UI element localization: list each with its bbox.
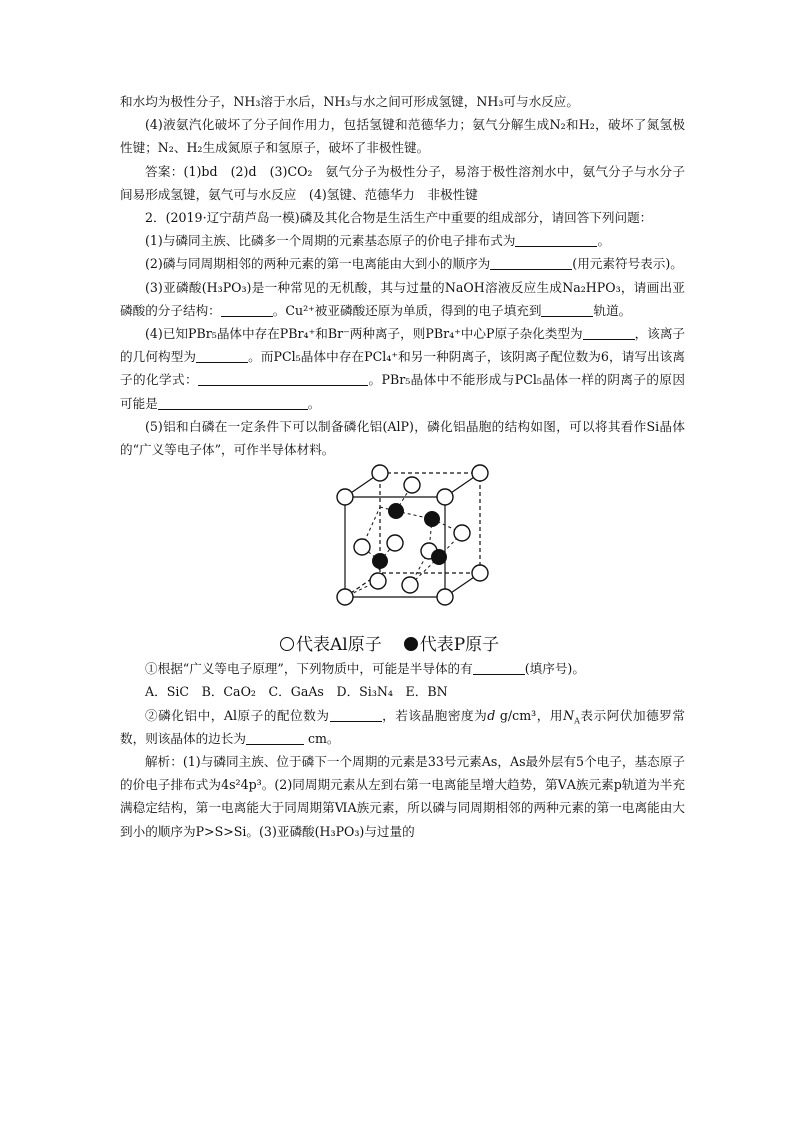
p-atom	[388, 503, 404, 519]
document-page	[120, 90, 685, 843]
al-atom	[354, 539, 370, 555]
answer-blank[interactable]	[198, 371, 368, 386]
p-atom	[372, 553, 388, 569]
al-atom	[337, 589, 353, 605]
question-2-part-2: (2)磷与同周期相邻的两种元素的第一电离能由大到小的顺序为 (用元素符号表示)。	[145, 256, 683, 272]
answer-label: 答案：	[145, 163, 184, 179]
al-atom	[472, 465, 488, 481]
al-atom	[454, 525, 470, 541]
answer-blank[interactable]	[246, 730, 304, 745]
p-atom	[431, 549, 447, 565]
al-atom	[337, 489, 353, 505]
answer-paragraph	[120, 160, 685, 206]
answer-blank[interactable]	[541, 302, 593, 317]
question-2-intro: 2．(2019·辽宁葫芦岛一模)磷及其化合物是生活生产中重要的组成部分，请回答下列问题：	[145, 210, 653, 226]
question-2-part-4: (4)已知PBr₅晶体中存在PBr₄⁺和Br⁻两种离子，则PBr₄⁺中心P原子杂化类型为 ，该离子的几何构型为 。而PCl₅晶体中存在PCl₄⁺和另一种阴离子，该阴离子配位数为6，请写出该离子的化学式： 。PBr₅晶体中不能形成与PCl₅晶体一样的阴离子的原因可能是 。	[120, 326, 686, 411]
answer-text: (1)bd (2)d (3)CO₂ 氨气分子为极性分子，易溶于极性溶剂水中，氨气分子与水分子间易形成氢键，氨气可与水反应 (4)氢键、范德华力 非极性键	[120, 163, 686, 202]
question-2-part-5: (5)铝和白磷在一定条件下可以制备磷化铝(AlP)，磷化铝晶胞的结构如图，可以将其看作Si晶体的“广义等电子体”，可作半导体材料。	[120, 418, 685, 458]
answer-blank[interactable]	[490, 255, 572, 270]
p-atom	[424, 511, 440, 527]
paragraph-answer-4: (4)液氨汽化破坏了分子间作用力，包括氢键和范德华力；氨气分解生成N₂和H₂，破坏了氮氢极性键；N₂、H₂生成氮原子和氢原子，破坏了非极性键。	[120, 117, 685, 156]
al-atom	[437, 589, 453, 605]
analysis-paragraph: 解析：(1)与磷同主族、位于磷下一个周期的元素是33号元素As，As最外层有5个电子，基态原子的价电子排布式为4s²4p³。(2)同周期元素从左到右第一电离能呈增大趋势，第ⅤA族元素p轨道为半充满稳定结构，第一电离能大于同周期第ⅥA族元素，所以磷与同周期相邻的两种元素的第一电离能由大到小的顺序为P>S>Si。(3)亚磷酸(H₃PO₃)与过量的	[120, 754, 685, 839]
answer-blank[interactable]	[473, 660, 525, 675]
filled-circle-icon	[404, 637, 418, 651]
al-atom	[437, 489, 453, 505]
al-atom	[387, 535, 403, 551]
legend-al: 代表Al原子	[296, 635, 382, 656]
answer-blank[interactable]	[583, 325, 635, 340]
question-2-part-1: (1)与磷同主族、比磷多一个周期的元素基态原子的价电子排布式为 。	[145, 233, 611, 249]
crystal-cell-diagram	[120, 461, 685, 633]
subquestion-2: ②磷化铝中，Al原子的配位数为 ，若该晶胞密度为d g/cm³，用$N_A$表示阿伏加德罗常数，则该晶体的边长为 cm。	[120, 707, 686, 746]
answer-blank[interactable]	[158, 395, 308, 410]
answer-options: A．SiC B．CaO₂ C．GaAs D．Si₃N₄ E．BN	[145, 684, 448, 700]
al-atom	[372, 465, 388, 481]
question-2-part-3: (3)亚磷酸(H₃PO₃)是一种常见的无机酸，其与过量的NaOH溶液反应生成Na₂HPO₃，请画出亚磷酸的分子结构： 。Cu²⁺被亚磷酸还原为单质，得到的电子填充到 轨道。	[120, 279, 685, 318]
al-atom	[402, 577, 418, 593]
al-atom	[370, 573, 386, 589]
answer-blank[interactable]	[330, 707, 382, 722]
legend-p: 代表P原子	[419, 635, 500, 656]
answer-blank[interactable]	[515, 232, 597, 247]
alp-unit-cell-figure	[120, 461, 685, 633]
answer-blank[interactable]	[196, 348, 248, 363]
answer-blank[interactable]	[221, 302, 273, 317]
al-atom	[472, 565, 488, 581]
figure-legend	[280, 633, 685, 657]
open-circle-icon	[280, 637, 294, 651]
subquestion-1: ①根据“广义等电子原理”，下列物质中，可能是半导体的有 (填序号)。	[145, 661, 585, 677]
al-atom	[404, 477, 420, 493]
text-line-1: 和水均为极性分子，NH₃溶于水后，NH₃与水之间可形成氢键，NH₃可与水反应。	[120, 94, 579, 109]
